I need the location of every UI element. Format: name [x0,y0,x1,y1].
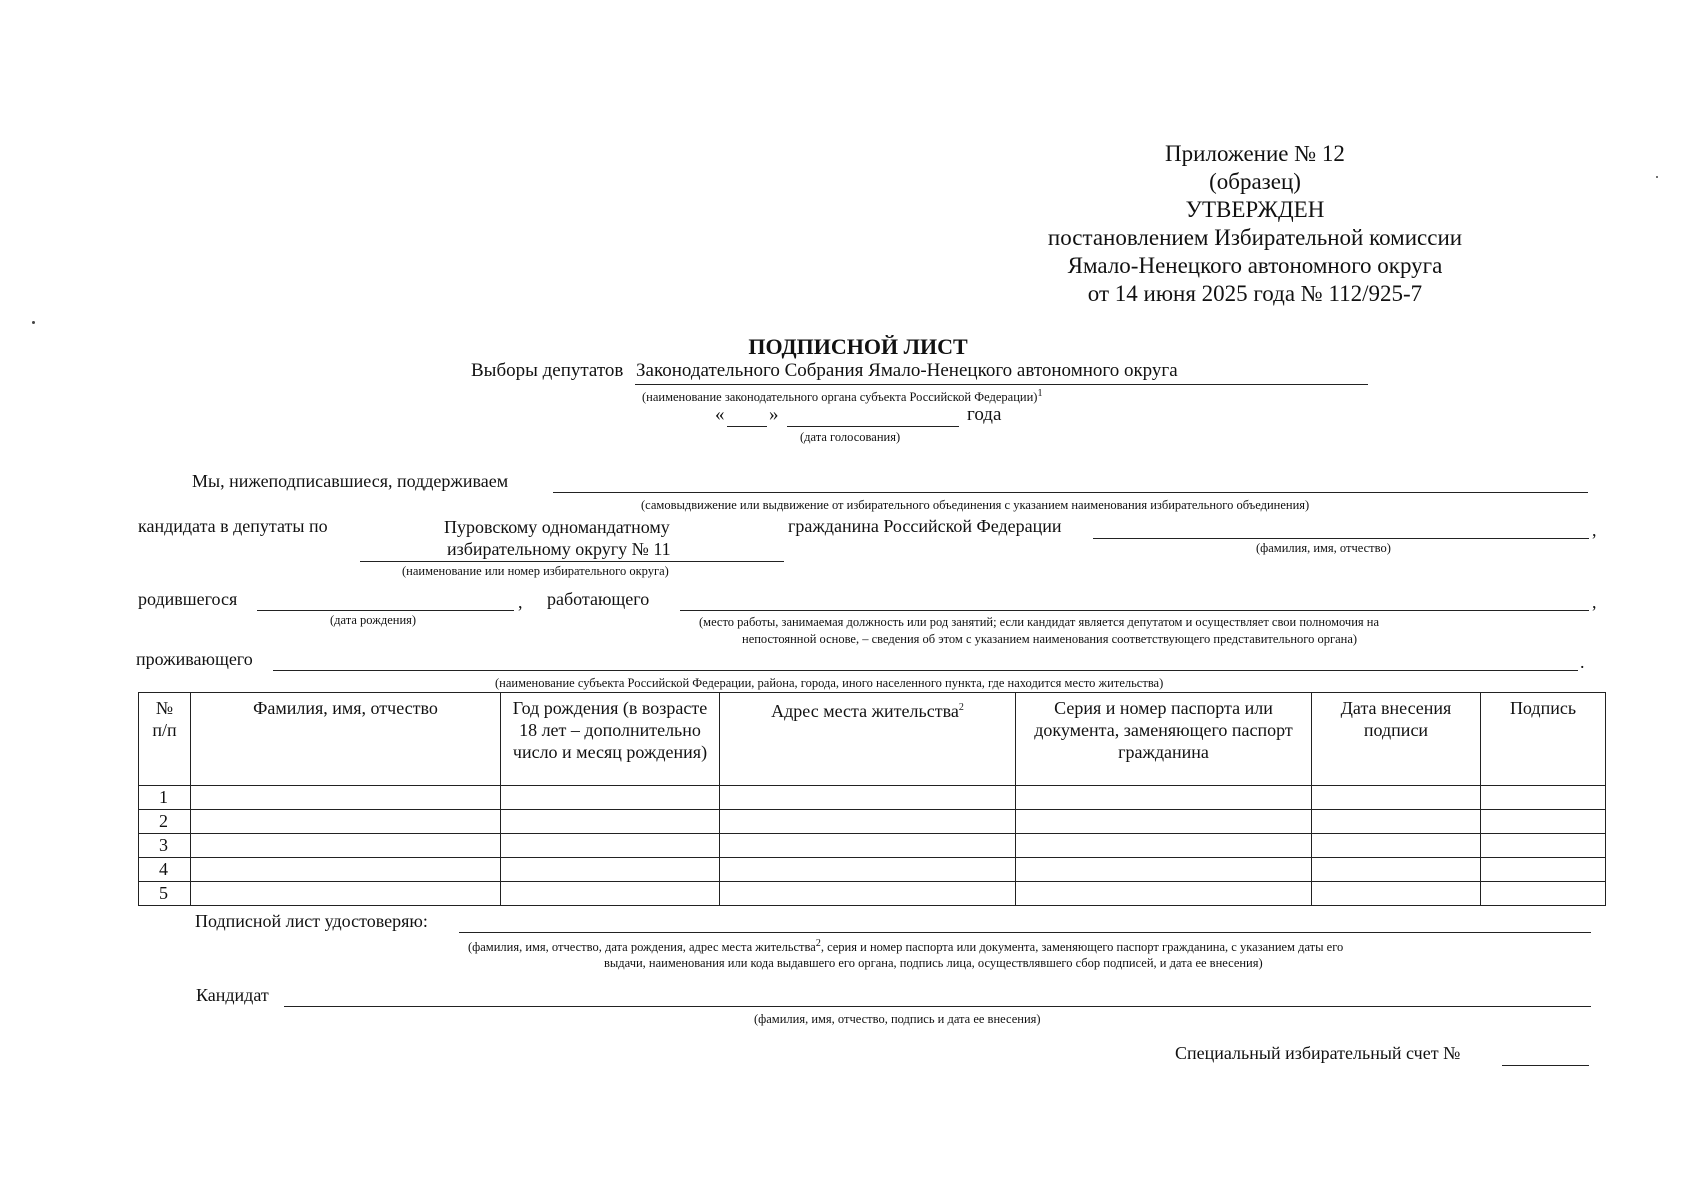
date-cell[interactable] [1312,882,1481,906]
passport-cell[interactable] [1016,810,1312,834]
fio-cell[interactable] [191,858,501,882]
account-underline[interactable] [1502,1065,1589,1066]
row-number: 2 [139,810,191,834]
date-cell[interactable] [1312,858,1481,882]
passport-cell[interactable] [1016,858,1312,882]
approval-line-2: (образец) [1209,169,1301,194]
signature-cell[interactable] [1481,858,1606,882]
district-hint: (наименование или номер избирательного округа) [402,564,669,578]
signature-cell[interactable] [1481,882,1606,906]
working-underline[interactable] [680,610,1589,611]
district-line-2: избирательному округу № 11 [447,539,671,559]
working-hint-line-2: непостоянной основе, – сведения об этом с указанием наименования соответствующего представительного органа) [742,632,1358,646]
header-address: Адрес места жительства$^2$ [720,693,1016,786]
elections-value: Законодательного Собрания Ямало-Ненецкого автономного округа [636,360,1178,381]
signature-cell[interactable] [1481,810,1606,834]
passport-cell[interactable] [1016,882,1312,906]
table-row [139,786,1606,810]
table-row [139,810,1606,834]
date-month-underline[interactable] [787,426,959,427]
header-date: Дата внесения подписи [1312,693,1481,786]
date-year-word: года [967,404,1002,425]
citizen-comma: , [1592,520,1597,540]
date-open-quote: « [715,404,725,425]
account-label: Специальный избирательный счет № [1175,1043,1461,1063]
date-cell[interactable] [1312,786,1481,810]
citizen-underline[interactable] [1093,538,1589,539]
fio-cell[interactable] [191,834,501,858]
birth-cell[interactable] [501,786,720,810]
fio-cell[interactable] [191,786,501,810]
address-cell[interactable] [720,882,1016,906]
passport-cell[interactable] [1016,834,1312,858]
certify-label: Подписной лист удостоверяю: [195,911,428,931]
living-hint: (наименование субъекта Российской Федерации, района, города, иного населенного пункта, где находится место жительства) [495,676,1164,690]
living-label: проживающего [136,649,253,669]
signatures-table [138,692,1606,906]
candidate-label: кандидата в депутаты по [138,516,328,536]
header-num: № п/п [139,693,191,786]
form-title: ПОДПИСНОЙ ЛИСТ [748,334,968,359]
working-label: работающего [547,589,650,609]
born-hint: (дата рождения) [330,613,417,627]
signature-cell[interactable] [1481,786,1606,810]
support-underline[interactable] [553,492,1588,493]
date-day-underline[interactable] [727,426,767,427]
address-cell[interactable] [720,834,1016,858]
citizen-hint: (фамилия, имя, отчество) [1256,541,1391,555]
header-passport: Серия и номер паспорта или документа, заменяющего паспорт гражданина [1016,693,1312,786]
district-underline[interactable] [360,561,784,562]
approval-line-5: Ямало-Ненецкого автономного округа [1067,253,1443,278]
birth-cell[interactable] [501,882,720,906]
header-signature: Подпись [1481,693,1606,786]
candidate-signature-underline[interactable] [284,1006,1591,1007]
certify-underline[interactable] [459,932,1591,933]
header-birth: Год рождения (в возрасте 18 лет – дополнительно число и месяц рождения) [501,693,720,786]
approval-line-4: постановлением Избирательной комиссии [1047,225,1463,250]
birth-cell[interactable] [501,858,720,882]
fio-cell[interactable] [191,882,501,906]
support-label: Мы, нижеподписавшиеся, поддерживаем [192,471,509,491]
living-period: . [1580,652,1585,672]
approval-line-6: от 14 июня 2025 года № 112/925-7 [1087,281,1423,306]
born-comma: , [518,592,523,612]
date-hint: (дата голосования) [800,430,901,444]
birth-cell[interactable] [501,834,720,858]
header-fio: Фамилия, имя, отчество [191,693,501,786]
address-cell[interactable] [720,786,1016,810]
approval-line-3: УТВЕРЖДЕН [1185,197,1325,222]
approval-line-1: Приложение № 12 [1165,141,1345,166]
certify-hint-line-1: (фамилия, имя, отчество, дата рождения, адрес места жительства$^2$, серия и номер паспорта или документа, заменяющего паспорт гражданина, с указанием даты его [468,938,1344,955]
elections-underline [635,384,1368,385]
born-label: родившегося [138,589,238,609]
date-cell[interactable] [1312,810,1481,834]
scan-speck [32,321,35,324]
date-close-quote: » [769,404,779,425]
certify-hint-line-2: выдачи, наименования или кода выдавшего его органа, подпись лица, осуществлявшего сбор подписей, и дата ее внесения) [604,956,1263,970]
date-cell[interactable] [1312,834,1481,858]
row-number: 4 [139,858,191,882]
table-row [139,834,1606,858]
fio-cell[interactable] [191,810,501,834]
passport-cell[interactable] [1016,786,1312,810]
address-cell[interactable] [720,858,1016,882]
candidate-signature-hint: (фамилия, имя, отчество, подпись и дата ее внесения) [754,1012,1041,1026]
working-hint-line-1: (место работы, занимаемая должность или род занятий; если кандидат является депутатом и осуществляет свои полномочия на [699,615,1380,629]
address-cell[interactable] [720,810,1016,834]
elections-prefix: Выборы депутатов [471,360,624,381]
candidate-signature-label: Кандидат [196,985,269,1005]
table-row [139,858,1606,882]
scan-speck [1656,176,1658,178]
row-number: 1 [139,786,191,810]
support-hint: (самовыдвижение или выдвижение от избирательного объединения с указанием наименования избирательного объединения) [641,498,1310,512]
birth-cell[interactable] [501,810,720,834]
row-number: 3 [139,834,191,858]
table-row [139,882,1606,906]
district-line-1: Пуровскому одномандатному [444,517,670,537]
elections-hint: (наименование законодательного органа субъекта Российской Федерации)$^1$ [642,388,1043,405]
working-comma: , [1592,592,1597,612]
born-underline[interactable] [257,610,514,611]
row-number: 5 [139,882,191,906]
citizen-label: гражданина Российской Федерации [788,516,1062,536]
living-underline[interactable] [273,670,1578,671]
signature-cell[interactable] [1481,834,1606,858]
